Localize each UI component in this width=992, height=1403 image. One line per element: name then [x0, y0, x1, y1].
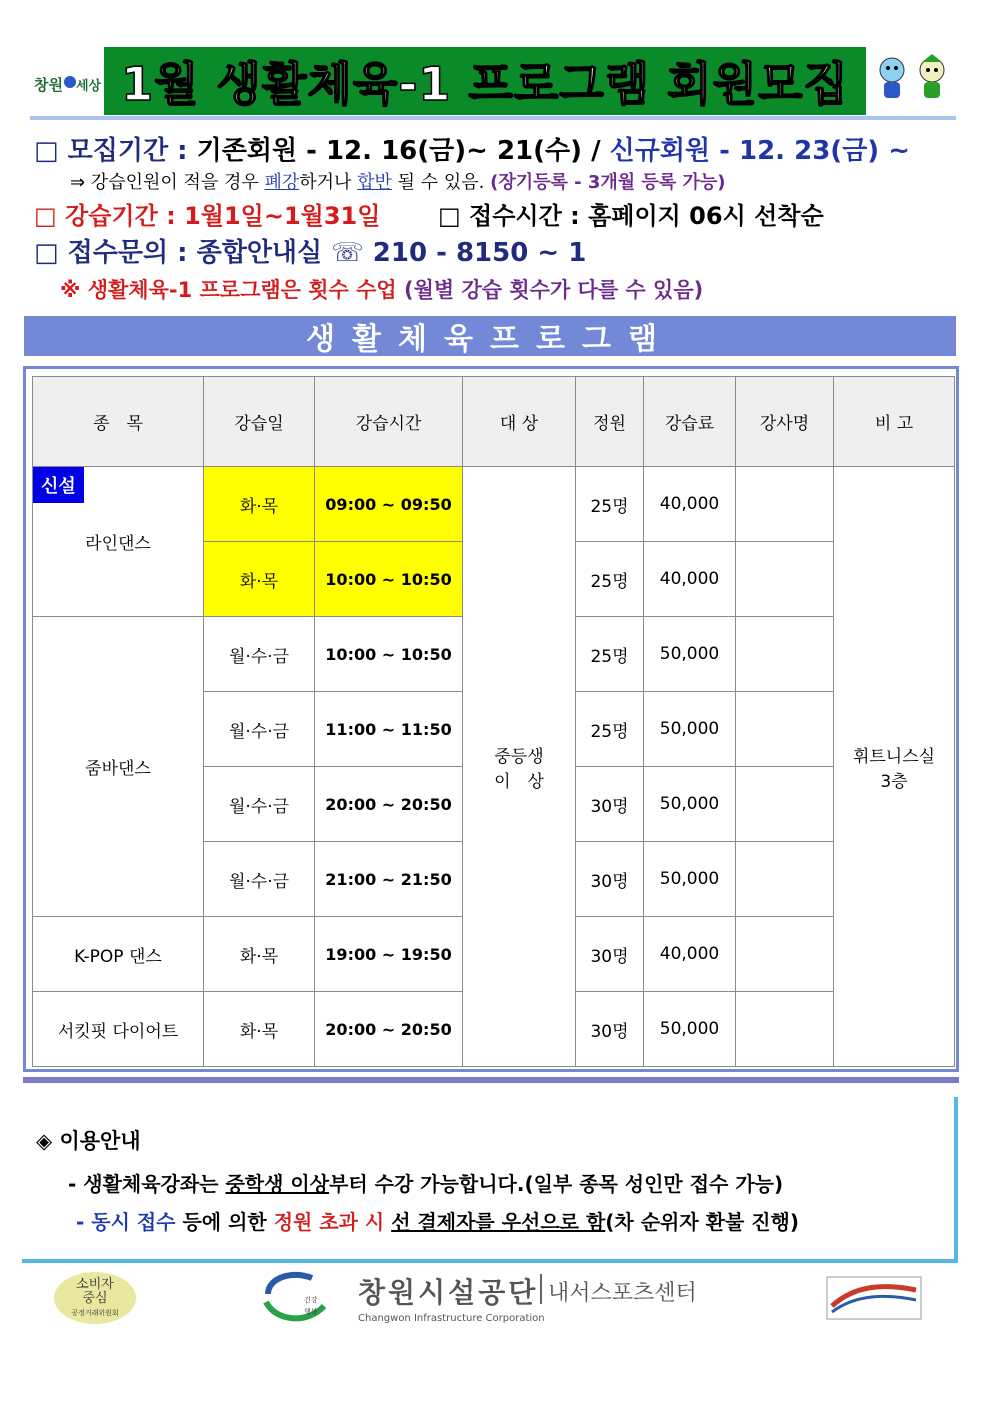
capacity-cell: 25명: [576, 467, 644, 542]
program-table: [32, 376, 955, 1067]
recruit-note: [70, 168, 726, 194]
fee-cell: 40,000: [644, 917, 736, 992]
instructor-cell: [736, 542, 834, 617]
days-cell: 월·수·금: [204, 842, 315, 917]
instructor-cell: [736, 617, 834, 692]
time-cell: 21:00 ~ 21:50: [315, 842, 463, 917]
time-cell: 11:00 ~ 11:50: [315, 692, 463, 767]
recruit-period: [34, 130, 910, 167]
changwon-city-logo: [32, 56, 102, 106]
capacity-cell: 25명: [576, 617, 644, 692]
fee-cell: 50,000: [644, 617, 736, 692]
note-text: 될 수 있음.: [391, 172, 491, 193]
reception-time: □ 접수시간 : 홈페이지 06시 선착순: [438, 202, 824, 230]
sport-cell: 서킷핏 다이어트: [33, 992, 204, 1067]
consumer-logo-text: 소비자 중심: [76, 1277, 114, 1306]
guide-text: - 생활체육강좌는: [68, 1172, 226, 1196]
sport-cell: 줌바댄스: [33, 617, 204, 917]
instructor-cell: [736, 467, 834, 542]
fee-cell: 50,000: [644, 842, 736, 917]
header-divider: [30, 116, 956, 120]
note-merge: 합반: [357, 172, 392, 193]
note-cell: 휘트니스실 3층: [834, 467, 955, 1067]
mascot-icon: [872, 52, 954, 104]
inquiry-contact: □ 접수문의 : 종합안내실 ☏ 210 - 8150 ~ 1: [34, 238, 587, 268]
col-header-sport: 종 목: [33, 377, 204, 467]
fee-cell: 40,000: [644, 467, 736, 542]
days-cell: 화·목: [204, 542, 315, 617]
new-badge: 신설: [33, 467, 84, 503]
days-cell: 화·목: [204, 917, 315, 992]
sport-cell: [33, 467, 204, 617]
time-cell: 20:00 ~ 20:50: [315, 992, 463, 1067]
days-cell: 월·수·금: [204, 767, 315, 842]
time-cell: 10:00 ~ 10:50: [315, 542, 463, 617]
instructor-cell: [736, 767, 834, 842]
consumer-center-logo: [54, 1272, 136, 1324]
guide-title: ◈ 이용안내: [36, 1129, 141, 1153]
col-header-days: 강습일: [204, 377, 315, 467]
capacity-cell: 30명: [576, 992, 644, 1067]
time-cell: 20:00 ~ 20:50: [315, 767, 463, 842]
days-cell: 화·목: [204, 992, 315, 1067]
fee-cell: 40,000: [644, 542, 736, 617]
note-cancel: 폐강: [264, 172, 300, 193]
instructor-cell: [736, 842, 834, 917]
guide-item-2: [76, 1206, 799, 1235]
guide-emphasis: 선 결제자를 우선으로 함: [391, 1210, 606, 1234]
program-table-frame: [23, 366, 959, 1072]
capacity-cell: 30명: [576, 917, 644, 992]
col-header-note: 비 고: [834, 377, 955, 467]
time-cell: 19:00 ~ 19:50: [315, 917, 463, 992]
days-cell: 화·목: [204, 467, 315, 542]
col-header-time: 강습시간: [315, 377, 463, 467]
svg-text:세상: 세상: [76, 79, 102, 94]
guide-text: 등에 의한: [175, 1210, 274, 1234]
guide-text: (차 순위자 환불 진행): [605, 1210, 800, 1234]
table-row: [33, 467, 955, 542]
notice-paren: (월별 강습 횟수가 다를 수 있음): [404, 278, 704, 302]
long-term-note: (장기등록 - 3개월 등록 가능): [490, 172, 726, 193]
certification-mark-icon: [826, 1276, 922, 1320]
program-section-title: 생활체육프로그램: [24, 316, 956, 356]
corp-name-en: Changwon Infrastructure Corporation: [358, 1313, 545, 1324]
new-member-period: 신규회원 - 12. 23(금) ~: [609, 136, 911, 166]
time-cell: 10:00 ~ 10:50: [315, 617, 463, 692]
table-header-row: [33, 377, 955, 467]
col-header-instructor: 강사명: [736, 377, 834, 467]
note-text: ⇒ 강습인원이 적을 경우: [70, 172, 265, 193]
capacity-cell: 25명: [576, 542, 644, 617]
guide-text: - 동시 접수: [76, 1210, 176, 1234]
days-cell: 월·수·금: [204, 692, 315, 767]
recruit-period-label: □ 모집기간 :: [34, 136, 197, 166]
svg-text:창원: 창원: [34, 76, 63, 94]
capacity-cell: 30명: [576, 842, 644, 917]
svg-text:건강: 건강: [304, 1296, 318, 1304]
col-header-capacity: 정원: [576, 377, 644, 467]
guide-emphasis: 중학생 이상: [225, 1172, 330, 1196]
corp-logo-icon: [262, 1268, 334, 1328]
table-bottom-rule: [23, 1077, 959, 1083]
sport-name: 라인댄스: [85, 534, 151, 554]
footer-separator: [540, 1274, 542, 1304]
col-header-target: 대 상: [463, 377, 576, 467]
note-text: 하거나: [299, 172, 358, 193]
fee-cell: 50,000: [644, 767, 736, 842]
lesson-period: □ 강습기간 : 1월1일~1월31일: [34, 202, 381, 230]
corp-name: 창원시설공단: [358, 1276, 539, 1309]
guide-text: 부터 수강 가능합니다.(일부 종목 성인만 접수 가능): [329, 1172, 784, 1196]
existing-member-period: 기존회원 - 12. 16(금)~ 21(수) /: [196, 136, 610, 166]
page-title: 1월 생활체육-1 프로그램 회원모집: [104, 47, 866, 115]
guide-item-1: [68, 1168, 783, 1197]
sport-cell: K-POP 댄스: [33, 917, 204, 992]
guide-emphasis: 정원 초과 시: [273, 1210, 385, 1234]
center-name: 내서스포츠센터: [548, 1281, 697, 1306]
count-class-notice: [60, 274, 703, 304]
col-header-fee: 강습료: [644, 377, 736, 467]
fee-cell: 50,000: [644, 692, 736, 767]
target-cell: 중등생 이 상: [463, 467, 576, 1067]
time-cell: 09:00 ~ 09:50: [315, 467, 463, 542]
capacity-cell: 30명: [576, 767, 644, 842]
notice-text: ※ 생활체육-1 프로그램은 횟수 수업: [60, 278, 405, 302]
consumer-logo-sub: 공정거래위원회: [71, 1309, 119, 1317]
svg-text:행복: 행복: [304, 1308, 318, 1316]
instructor-cell: [736, 917, 834, 992]
fee-cell: 50,000: [644, 992, 736, 1067]
days-cell: 월·수·금: [204, 617, 315, 692]
instructor-cell: [736, 992, 834, 1067]
capacity-cell: 25명: [576, 692, 644, 767]
instructor-cell: [736, 692, 834, 767]
